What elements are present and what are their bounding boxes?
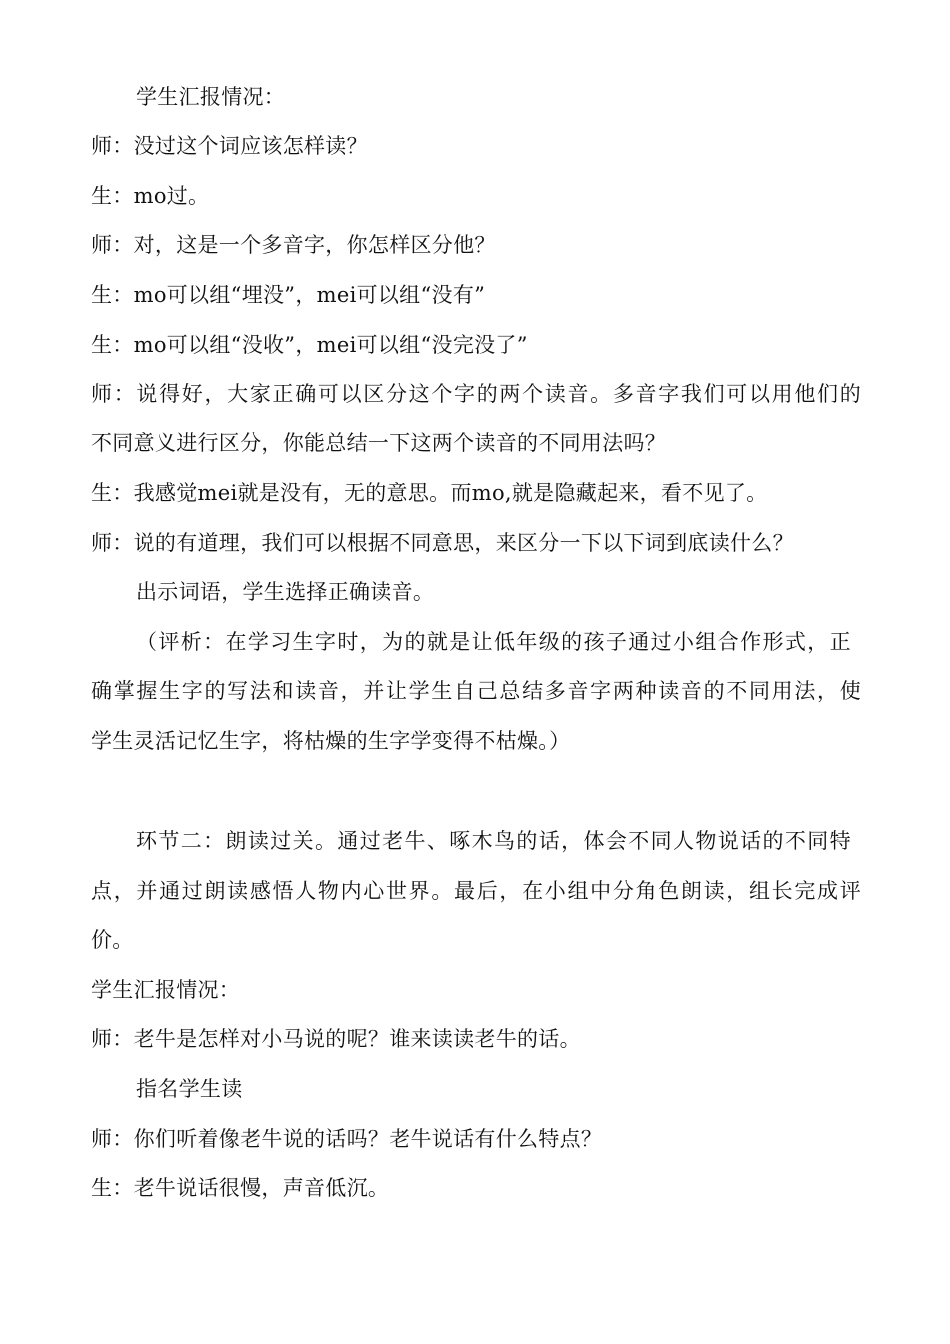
paragraph-line: 师：没过这个词应该怎样读？ xyxy=(91,134,368,158)
paragraph-line: 师：说的有道理，我们可以根据不同意思，来区分一下以下词到底读什么？ xyxy=(91,531,794,555)
paragraph-line: 生：我感觉mei就是没有，无的意思。而mo,就是隐藏起来，看不见了。 xyxy=(91,481,768,505)
paragraph-line: 不同意义进行区分，你能总结一下这两个读音的不同用法吗？ xyxy=(91,431,667,455)
paragraph-line: 学生汇报情况： xyxy=(136,85,286,109)
paragraph-line: 学生灵活记忆生字，将枯燥的生字学变得不枯燥。） xyxy=(91,729,571,753)
paragraph-line: 生：mo可以组“没收”，mei可以组“没完没了” xyxy=(91,333,528,357)
paragraph-line: 生：mo可以组“埋没”，mei可以组“没有” xyxy=(91,283,486,307)
paragraph-line: 生：mo过。 xyxy=(91,184,210,208)
paragraph-line: 出示词语，学生选择正确读音。 xyxy=(136,580,435,604)
paragraph-line: 指名学生读 xyxy=(136,1077,243,1101)
paragraph-line: 学生汇报情况： xyxy=(91,978,241,1002)
paragraph-line: （评析：在学习生字时，为的就是让低年级的孩子通过小组合作形式，正 xyxy=(136,630,851,654)
paragraph-line: 价。 xyxy=(91,928,134,952)
paragraph-line: 点，并通过朗读感悟人物内心世界。最后，在小组中分角色朗读，组长完成评 xyxy=(91,879,861,903)
paragraph-line: 确掌握生字的写法和读音，并让学生自己总结多音字两种读音的不同用法，使 xyxy=(91,679,861,703)
paragraph-line: 师：你们听着像老牛说的话吗？老牛说话有什么特点？ xyxy=(91,1127,603,1151)
paragraph-line: 师：对，这是一个多音字，你怎样区分他？ xyxy=(91,233,496,257)
paragraph-line: 师：老牛是怎样对小马说的呢？谁来读读老牛的话。 xyxy=(91,1027,581,1051)
paragraph-line: 师：说得好，大家正确可以区分这个字的两个读音。多音字我们可以用他们的 xyxy=(91,382,861,406)
paragraph-line: 生：老牛说话很慢，声音低沉。 xyxy=(91,1176,390,1200)
paragraph-line: 环节二：朗读过关。通过老牛、啄木鸟的话，体会不同人物说话的不同特 xyxy=(136,829,851,853)
